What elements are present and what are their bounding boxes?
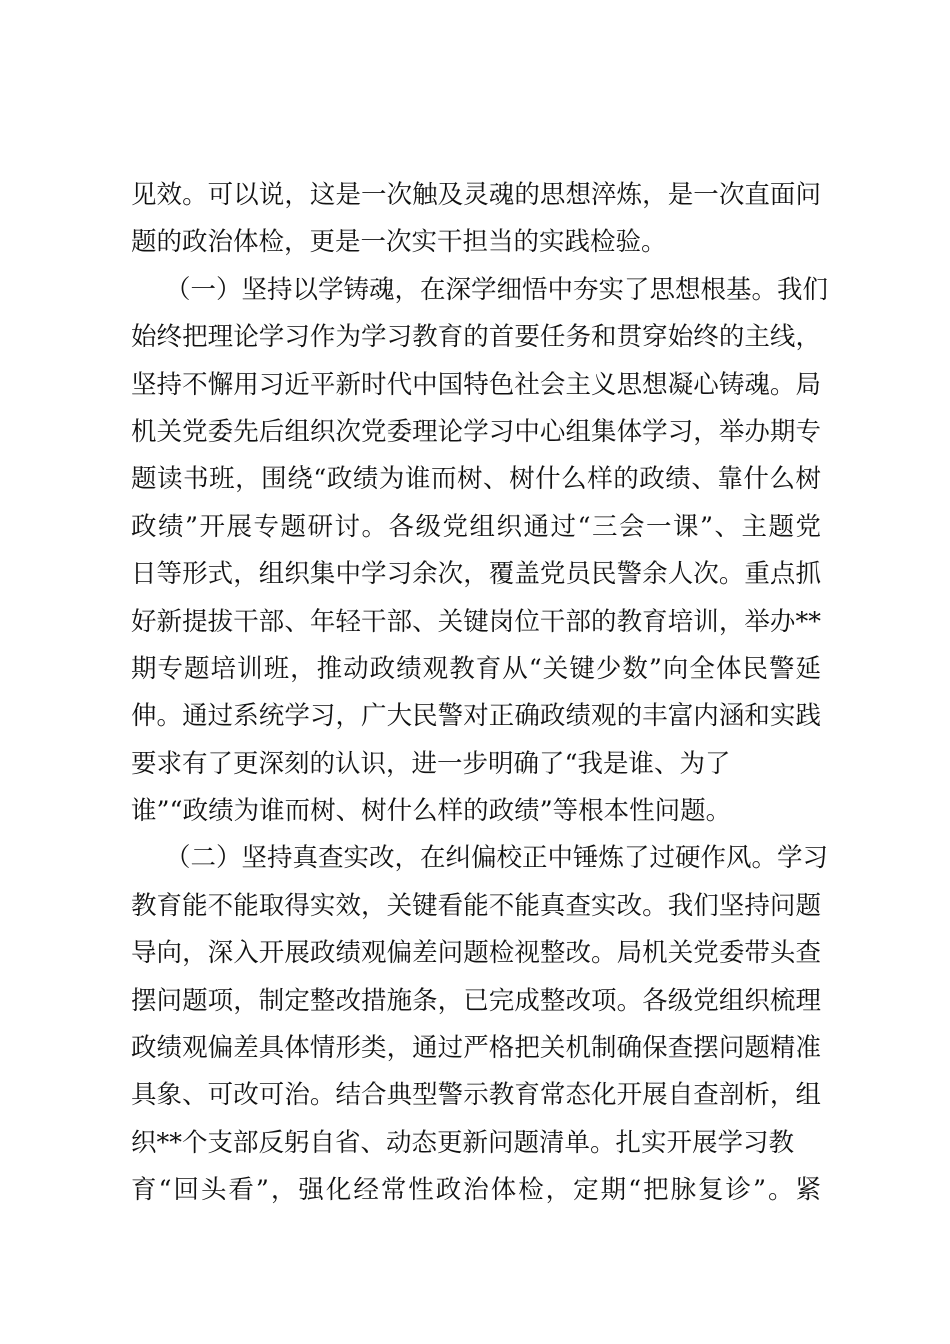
text-line: 育“回头看”，强化经常性政治体检，定期“把脉复诊”。紧 (131, 1175, 821, 1206)
text-line: 好新提拔干部、年轻干部、关键岗位干部的教育培训，举办** (131, 606, 821, 637)
text-line: 日等形式，组织集中学习余次，覆盖党员民警余人次。重点抓 (131, 559, 821, 590)
text-line: 机关党委先后组织次党委理论学习中心组集体学习，举办期专 (131, 416, 821, 447)
text-line: 政绩”开展专题研讨。各级党组织通过“三会一课”、主题党 (131, 511, 821, 542)
text-line: 见效。可以说，这是一次触及灵魂的思想淬炼，是一次直面问 (131, 180, 821, 210)
text-line: 始终把理论学习作为学习教育的首要任务和贯穿始终的主线， (131, 322, 821, 353)
text-line: 期专题培训班，推动政绩观教育从“关键少数”向全体民警延 (131, 653, 821, 684)
text-line: 坚持不懈用习近平新时代中国特色社会主义思想凝心铸魂。局 (131, 369, 821, 400)
document-body (131, 172, 829, 1215)
text-line: 具象、可改可治。结合典型警示教育常态化开展自查剖析，组 (131, 1080, 821, 1111)
text-line: 伸。通过系统学习，广大民警对正确政绩观的丰富内涵和实践 (131, 701, 821, 732)
section-2-heading-line: （二）坚持真查实改，在纠偏校正中锤炼了过硬作风。学习 (165, 843, 829, 874)
text-line: 摆问题项，制定整改措施条，已完成整改项。各级党组织梳理 (131, 985, 821, 1016)
text-line: 要求有了更深刻的认识，进一步明确了“我是谁、为了 (131, 748, 731, 779)
text-line: 政绩观偏差具体情形类，通过严格把关机制确保查摆问题精准 (131, 1033, 821, 1064)
text-line: 教育能不能取得实效，关键看能不能真查实改。我们坚持问题 (131, 890, 821, 921)
section-1-heading-line: （一）坚持以学铸魂，在深学细悟中夯实了思想根基。我们 (165, 274, 829, 305)
text-line: 题的政治体检，更是一次实干担当的实践检验。 (131, 227, 667, 258)
text-line: 导向，深入开展政绩观偏差问题检视整改。局机关党委带头查 (131, 938, 821, 969)
text-line: 题读书班，围绕“政绩为谁而树、树什么样的政绩、靠什么树 (131, 464, 821, 495)
text-line: 织**个支部反躬自省、动态更新问题清单。扎实开展学习教 (131, 1127, 795, 1158)
text-line: 谁”“政绩为谁而树、树什么样的政绩”等根本性问题。 (131, 796, 732, 827)
